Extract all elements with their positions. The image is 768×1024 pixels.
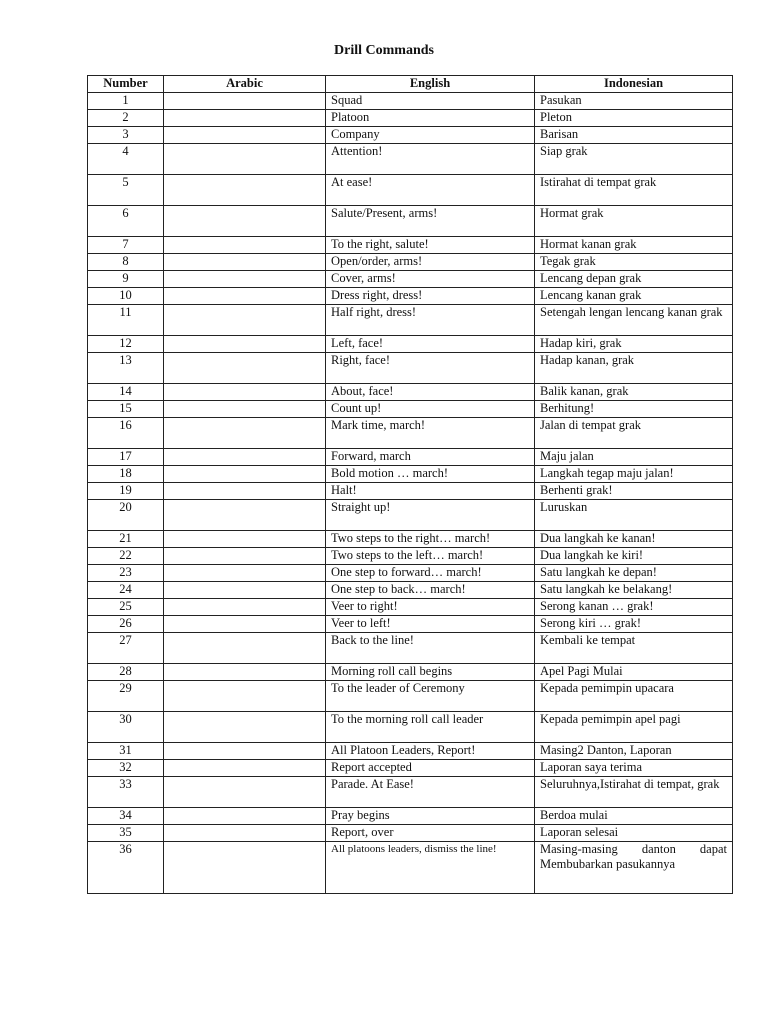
cell-english: To the leader of Ceremony <box>326 681 535 712</box>
table-row <box>88 599 733 616</box>
cell-english: Open/order, arms! <box>326 254 535 271</box>
header-number: Number <box>88 76 164 93</box>
cell-indonesian: Hadap kanan, grak <box>535 353 733 384</box>
cell-english: Straight up! <box>326 500 535 531</box>
cell-english: One step to back… march! <box>326 582 535 599</box>
table-row <box>88 825 733 842</box>
cell-indonesian: Berhenti grak! <box>535 483 733 500</box>
cell-indonesian: Kepada pemimpin apel pagi <box>535 712 733 743</box>
cell-english: Forward, march <box>326 449 535 466</box>
cell-number: 1 <box>88 93 164 110</box>
table-row <box>88 664 733 681</box>
table-row <box>88 483 733 500</box>
cell-indonesian: Maju jalan <box>535 449 733 466</box>
header-indonesian: Indonesian <box>535 76 733 93</box>
cell-number: 12 <box>88 336 164 353</box>
cell-english: To the right, salute! <box>326 237 535 254</box>
cell-english: Salute/Present, arms! <box>326 206 535 237</box>
cell-number: 13 <box>88 353 164 384</box>
cell-english: Two steps to the right… march! <box>326 531 535 548</box>
cell-number: 10 <box>88 288 164 305</box>
table-row <box>88 206 733 237</box>
cell-number: 7 <box>88 237 164 254</box>
cell-arabic <box>164 825 326 842</box>
cell-number: 11 <box>88 305 164 336</box>
cell-english: About, face! <box>326 384 535 401</box>
cell-indonesian: Masing2 Danton, Laporan <box>535 743 733 760</box>
cell-indonesian: Satu langkah ke depan! <box>535 565 733 582</box>
cell-number: 32 <box>88 760 164 777</box>
cell-indonesian: Hormat grak <box>535 206 733 237</box>
cell-indonesian: Serong kanan … grak! <box>535 599 733 616</box>
cell-english: Morning roll call begins <box>326 664 535 681</box>
cell-english: Attention! <box>326 144 535 175</box>
table-row <box>88 531 733 548</box>
table-row <box>88 712 733 743</box>
cell-indonesian: Siap grak <box>535 144 733 175</box>
cell-english: Two steps to the left… march! <box>326 548 535 565</box>
cell-indonesian: Hormat kanan grak <box>535 237 733 254</box>
cell-indonesian: Pleton <box>535 110 733 127</box>
cell-number: 19 <box>88 483 164 500</box>
table-row <box>88 127 733 144</box>
cell-english: Dress right, dress! <box>326 288 535 305</box>
table-row <box>88 842 733 894</box>
table-row <box>88 466 733 483</box>
cell-indonesian: Laporan saya terima <box>535 760 733 777</box>
cell-indonesian: Seluruhnya,Istirahat di tempat, grak <box>535 777 733 808</box>
cell-arabic <box>164 401 326 418</box>
cell-indonesian: Kepada pemimpin upacara <box>535 681 733 712</box>
cell-number: 29 <box>88 681 164 712</box>
cell-indonesian: Balik kanan, grak <box>535 384 733 401</box>
cell-english: Left, face! <box>326 336 535 353</box>
cell-english: Count up! <box>326 401 535 418</box>
cell-arabic <box>164 531 326 548</box>
table-row <box>88 808 733 825</box>
table-row <box>88 582 733 599</box>
cell-arabic <box>164 384 326 401</box>
cell-arabic <box>164 760 326 777</box>
table-row <box>88 548 733 565</box>
cell-arabic <box>164 681 326 712</box>
cell-english: All Platoon Leaders, Report! <box>326 743 535 760</box>
cell-indonesian: Serong kiri … grak! <box>535 616 733 633</box>
cell-indonesian: Istirahat di tempat grak <box>535 175 733 206</box>
cell-arabic <box>164 712 326 743</box>
cell-number: 17 <box>88 449 164 466</box>
cell-number: 25 <box>88 599 164 616</box>
table-body <box>88 93 733 894</box>
cell-english: Veer to left! <box>326 616 535 633</box>
cell-indonesian: Lencang kanan grak <box>535 288 733 305</box>
cell-indonesian: Masing-masing danton dapat Membubarkan pasukannya <box>535 842 733 894</box>
header-english: English <box>326 76 535 93</box>
cell-english: Veer to right! <box>326 599 535 616</box>
cell-arabic <box>164 449 326 466</box>
table-row <box>88 401 733 418</box>
cell-arabic <box>164 336 326 353</box>
cell-arabic <box>164 418 326 449</box>
cell-english: All platoons leaders, dismiss the line! <box>326 842 535 894</box>
cell-arabic <box>164 237 326 254</box>
table-row <box>88 93 733 110</box>
table-row <box>88 144 733 175</box>
table-row <box>88 271 733 288</box>
cell-english: Platoon <box>326 110 535 127</box>
cell-number: 31 <box>88 743 164 760</box>
cell-arabic <box>164 616 326 633</box>
table-row <box>88 616 733 633</box>
table-row <box>88 305 733 336</box>
cell-arabic <box>164 93 326 110</box>
cell-indonesian: Satu langkah ke belakang! <box>535 582 733 599</box>
cell-arabic <box>164 144 326 175</box>
table-row <box>88 336 733 353</box>
cell-indonesian: Laporan selesai <box>535 825 733 842</box>
cell-number: 2 <box>88 110 164 127</box>
cell-english: Cover, arms! <box>326 271 535 288</box>
cell-number: 27 <box>88 633 164 664</box>
cell-indonesian: Luruskan <box>535 500 733 531</box>
cell-english: At ease! <box>326 175 535 206</box>
cell-indonesian: Berhitung! <box>535 401 733 418</box>
cell-indonesian: Kembali ke tempat <box>535 633 733 664</box>
cell-english: Company <box>326 127 535 144</box>
cell-number: 6 <box>88 206 164 237</box>
cell-number: 28 <box>88 664 164 681</box>
cell-english: Report accepted <box>326 760 535 777</box>
cell-arabic <box>164 175 326 206</box>
table-row <box>88 175 733 206</box>
cell-number: 9 <box>88 271 164 288</box>
cell-arabic <box>164 548 326 565</box>
cell-arabic <box>164 466 326 483</box>
cell-arabic <box>164 599 326 616</box>
table-row <box>88 500 733 531</box>
table-row <box>88 237 733 254</box>
cell-indonesian: Barisan <box>535 127 733 144</box>
cell-arabic <box>164 305 326 336</box>
cell-arabic <box>164 743 326 760</box>
cell-number: 14 <box>88 384 164 401</box>
cell-english: Squad <box>326 93 535 110</box>
cell-english: Parade. At Ease! <box>326 777 535 808</box>
cell-indonesian: Setengah lengan lencang kanan grak <box>535 305 733 336</box>
cell-english: Back to the line! <box>326 633 535 664</box>
cell-number: 36 <box>88 842 164 894</box>
cell-number: 8 <box>88 254 164 271</box>
table-row <box>88 288 733 305</box>
cell-number: 18 <box>88 466 164 483</box>
cell-number: 21 <box>88 531 164 548</box>
cell-arabic <box>164 110 326 127</box>
table-row <box>88 633 733 664</box>
table-row <box>88 777 733 808</box>
cell-arabic <box>164 483 326 500</box>
cell-arabic <box>164 777 326 808</box>
cell-arabic <box>164 127 326 144</box>
table-row <box>88 384 733 401</box>
cell-arabic <box>164 664 326 681</box>
cell-number: 3 <box>88 127 164 144</box>
cell-english: Bold motion … march! <box>326 466 535 483</box>
cell-number: 5 <box>88 175 164 206</box>
cell-english: Report, over <box>326 825 535 842</box>
cell-number: 20 <box>88 500 164 531</box>
cell-arabic <box>164 288 326 305</box>
cell-indonesian: Apel Pagi Mulai <box>535 664 733 681</box>
cell-arabic <box>164 206 326 237</box>
table-header-row <box>88 76 733 93</box>
cell-english: One step to forward… march! <box>326 565 535 582</box>
cell-english: Half right, dress! <box>326 305 535 336</box>
page-title: Drill Commands <box>334 43 434 58</box>
cell-indonesian: Langkah tegap maju jalan! <box>535 466 733 483</box>
cell-indonesian: Lencang depan grak <box>535 271 733 288</box>
cell-arabic <box>164 842 326 894</box>
cell-number: 16 <box>88 418 164 449</box>
cell-indonesian: Berdoa mulai <box>535 808 733 825</box>
cell-arabic <box>164 808 326 825</box>
table-row <box>88 353 733 384</box>
cell-indonesian: Dua langkah ke kiri! <box>535 548 733 565</box>
cell-number: 23 <box>88 565 164 582</box>
cell-indonesian: Tegak grak <box>535 254 733 271</box>
table-row <box>88 110 733 127</box>
cell-english: Halt! <box>326 483 535 500</box>
cell-indonesian: Hadap kiri, grak <box>535 336 733 353</box>
cell-number: 35 <box>88 825 164 842</box>
cell-arabic <box>164 271 326 288</box>
cell-number: 30 <box>88 712 164 743</box>
cell-number: 15 <box>88 401 164 418</box>
cell-arabic <box>164 254 326 271</box>
cell-english: Right, face! <box>326 353 535 384</box>
table-row <box>88 449 733 466</box>
header-arabic: Arabic <box>164 76 326 93</box>
table-row <box>88 681 733 712</box>
table-row <box>88 565 733 582</box>
cell-indonesian: Jalan di tempat grak <box>535 418 733 449</box>
cell-number: 26 <box>88 616 164 633</box>
cell-arabic <box>164 565 326 582</box>
drill-commands-table <box>87 75 733 894</box>
cell-indonesian: Dua langkah ke kanan! <box>535 531 733 548</box>
cell-indonesian: Pasukan <box>535 93 733 110</box>
cell-english: Mark time, march! <box>326 418 535 449</box>
cell-number: 4 <box>88 144 164 175</box>
cell-number: 33 <box>88 777 164 808</box>
cell-number: 24 <box>88 582 164 599</box>
cell-number: 34 <box>88 808 164 825</box>
cell-number: 22 <box>88 548 164 565</box>
table-row <box>88 760 733 777</box>
cell-arabic <box>164 500 326 531</box>
table-row <box>88 254 733 271</box>
cell-english: Pray begins <box>326 808 535 825</box>
cell-arabic <box>164 582 326 599</box>
cell-arabic <box>164 353 326 384</box>
table-row <box>88 743 733 760</box>
cell-english: To the morning roll call leader <box>326 712 535 743</box>
table-row <box>88 418 733 449</box>
cell-arabic <box>164 633 326 664</box>
